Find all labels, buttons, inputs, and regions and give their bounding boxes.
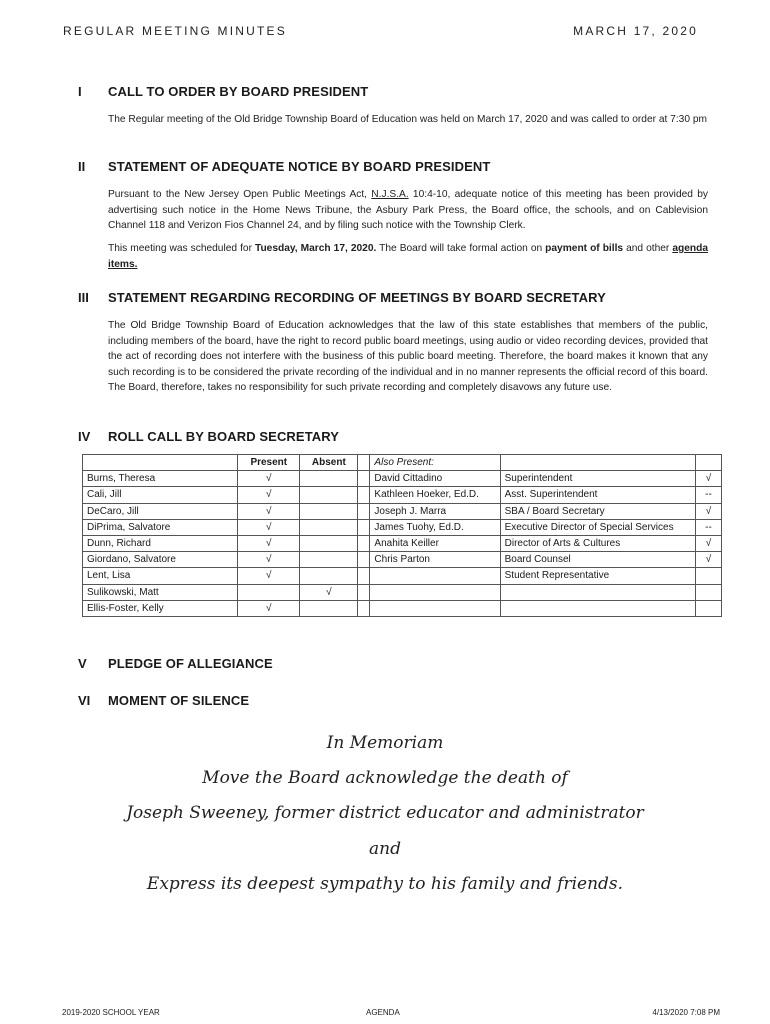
- header-blank: [695, 455, 721, 471]
- roll-call-header-row: [83, 455, 722, 471]
- staff-title: [500, 584, 695, 600]
- footer-timestamp: 4/13/2020 7:08 PM: [652, 1008, 720, 1017]
- member-absent-mark: [300, 535, 358, 551]
- member-absent-mark: [300, 519, 358, 535]
- section-title: CALL TO ORDER BY BOARD PRESIDENT: [108, 84, 369, 99]
- member-present-mark: √: [238, 487, 300, 503]
- member-present-mark: √: [238, 519, 300, 535]
- member-absent-mark: √: [300, 584, 358, 600]
- member-absent-mark: [300, 503, 358, 519]
- member-absent-mark: [300, 552, 358, 568]
- section-paragraph: [108, 187, 708, 234]
- roll-call-row: [83, 600, 722, 616]
- staff-attendance-mark: --: [695, 487, 721, 503]
- text-run: This meeting was scheduled for: [108, 243, 255, 254]
- staff-title: Superintendent: [500, 471, 695, 487]
- staff-name: Chris Parton: [370, 552, 500, 568]
- meeting-date: Tuesday, March 17, 2020.: [254, 243, 377, 254]
- roll-call-row: [83, 519, 722, 535]
- member-name: Sulikowski, Matt: [83, 584, 238, 600]
- staff-title: [500, 600, 695, 616]
- section-number: I: [78, 84, 82, 99]
- roll-call-row: [83, 487, 722, 503]
- row-gap: [358, 471, 370, 487]
- staff-title: Executive Director of Special Services: [500, 519, 695, 535]
- staff-attendance-mark: [695, 568, 721, 584]
- roll-call-row: [83, 584, 722, 600]
- member-absent-mark: [300, 487, 358, 503]
- section-title: STATEMENT REGARDING RECORDING OF MEETINGS BY BOARD SECRETARY: [108, 290, 606, 305]
- memoriam-line: Joseph Sweeney, former district educator and administrator: [126, 803, 644, 823]
- staff-attendance-mark: [695, 600, 721, 616]
- staff-name: James Tuohy, Ed.D.: [370, 519, 500, 535]
- member-present-mark: √: [238, 503, 300, 519]
- staff-name: Joseph J. Marra: [370, 503, 500, 519]
- running-header-date: MARCH 17, 2020: [573, 24, 698, 38]
- staff-name: [370, 600, 500, 616]
- text-run: Pursuant to the New Jersey Open Public Meetings Act,: [108, 189, 372, 200]
- section-number: III: [78, 290, 89, 305]
- header-absent: Absent: [300, 455, 358, 471]
- staff-name: Anahita Keiller: [370, 535, 500, 551]
- section-title: MOMENT OF SILENCE: [108, 693, 250, 708]
- member-present-mark: √: [238, 600, 300, 616]
- member-present-mark: √: [238, 535, 300, 551]
- row-gap: [358, 584, 370, 600]
- header-also-present: Also Present:: [370, 455, 500, 471]
- member-present-mark: √: [238, 552, 300, 568]
- staff-name: Kathleen Hoeker, Ed.D.: [370, 487, 500, 503]
- member-name: Lent, Lisa: [83, 568, 238, 584]
- row-gap: [358, 568, 370, 584]
- member-absent-mark: [300, 568, 358, 584]
- memoriam-line: Express its deepest sympathy to his family and friends.: [146, 874, 624, 894]
- section-title: STATEMENT OF ADEQUATE NOTICE BY BOARD PRESIDENT: [108, 159, 491, 174]
- roll-call-table: [82, 454, 722, 617]
- running-header-title: REGULAR MEETING MINUTES: [63, 24, 287, 38]
- staff-title: Student Representative: [500, 568, 695, 584]
- staff-name: [370, 568, 500, 584]
- section-number: II: [78, 159, 86, 174]
- row-gap: [358, 600, 370, 616]
- bold-phrase: payment of bills: [545, 243, 624, 254]
- member-name: DiPrima, Salvatore: [83, 519, 238, 535]
- header-blank: [500, 455, 695, 471]
- section-paragraph: The Old Bridge Township Board of Education acknowledges that the law of this state establishes that members of the public, including members of the board, have the right to record public board meetings, using audio or video recording devices, provided that the act of recording does not interfere with the business of this public board meeting. Therefore, the board makes it known that any such recording is to be considered the private recording of the individual and in no manner represents the official record of this board. The Board, therefore, takes no responsibility for such private recording and completely disavows any future use.: [108, 320, 708, 394]
- member-name: Dunn, Richard: [83, 535, 238, 551]
- roll-call-row: [83, 552, 722, 568]
- section-paragraph: [108, 241, 708, 272]
- header-gap: [358, 455, 370, 471]
- member-name: Cali, Jill: [83, 487, 238, 503]
- member-name: Giordano, Salvatore: [83, 552, 238, 568]
- member-present-mark: [238, 584, 300, 600]
- memoriam-line: and: [369, 839, 401, 859]
- member-absent-mark: [300, 471, 358, 487]
- member-name: DeCaro, Jill: [83, 503, 238, 519]
- section-number: IV: [78, 429, 91, 444]
- text-run: and other: [623, 243, 673, 254]
- staff-attendance-mark: [695, 584, 721, 600]
- staff-attendance-mark: √: [695, 552, 721, 568]
- staff-attendance-mark: √: [695, 535, 721, 551]
- row-gap: [358, 519, 370, 535]
- staff-attendance-mark: √: [695, 471, 721, 487]
- agenda-items-phrase: agenda items.: [108, 243, 708, 270]
- text-run: 10:4-10, adequate notice of this meeting has been provided by advertising such notice in the Home News Tribune, the Asbury Park Press, the Board office, the schools, and on Cablevision Channel 118 and Verizon Fios Channel 24, and by filing such notice with the Township Clerk.: [108, 189, 708, 232]
- member-name: Ellis-Foster, Kelly: [83, 600, 238, 616]
- memoriam-line: Move the Board acknowledge the death of: [202, 768, 568, 788]
- row-gap: [358, 503, 370, 519]
- statute-reference: N.J.S.A.: [371, 189, 409, 200]
- header-present: Present: [238, 455, 300, 471]
- header-blank: [83, 455, 238, 471]
- roll-call-row: [83, 535, 722, 551]
- row-gap: [358, 552, 370, 568]
- memoriam-heading: In Memoriam: [326, 733, 444, 753]
- roll-call-row: [83, 568, 722, 584]
- member-present-mark: √: [238, 568, 300, 584]
- section-number: VI: [78, 693, 91, 708]
- staff-attendance-mark: --: [695, 519, 721, 535]
- section-paragraph: The Regular meeting of the Old Bridge Township Board of Education was held on March 17, 2020 and was called to order at 7:30 pm: [108, 114, 707, 125]
- staff-attendance-mark: √: [695, 503, 721, 519]
- roll-call-row: [83, 503, 722, 519]
- footer-doc-type: AGENDA: [366, 1008, 400, 1017]
- row-gap: [358, 535, 370, 551]
- member-present-mark: √: [238, 471, 300, 487]
- staff-title: Director of Arts & Cultures: [500, 535, 695, 551]
- staff-name: [370, 584, 500, 600]
- member-name: Burns, Theresa: [83, 471, 238, 487]
- staff-title: Board Counsel: [500, 552, 695, 568]
- section-title: ROLL CALL BY BOARD SECRETARY: [108, 429, 340, 444]
- footer-school-year: 2019-2020 SCHOOL YEAR: [62, 1008, 160, 1017]
- member-absent-mark: [300, 600, 358, 616]
- section-title: PLEDGE OF ALLEGIANCE: [108, 656, 273, 671]
- roll-call-row: [83, 471, 722, 487]
- row-gap: [358, 487, 370, 503]
- staff-title: Asst. Superintendent: [500, 487, 695, 503]
- staff-title: SBA / Board Secretary: [500, 503, 695, 519]
- text-run: The Board will take formal action on: [376, 243, 546, 254]
- staff-name: David Cittadino: [370, 471, 500, 487]
- section-number: V: [78, 656, 87, 671]
